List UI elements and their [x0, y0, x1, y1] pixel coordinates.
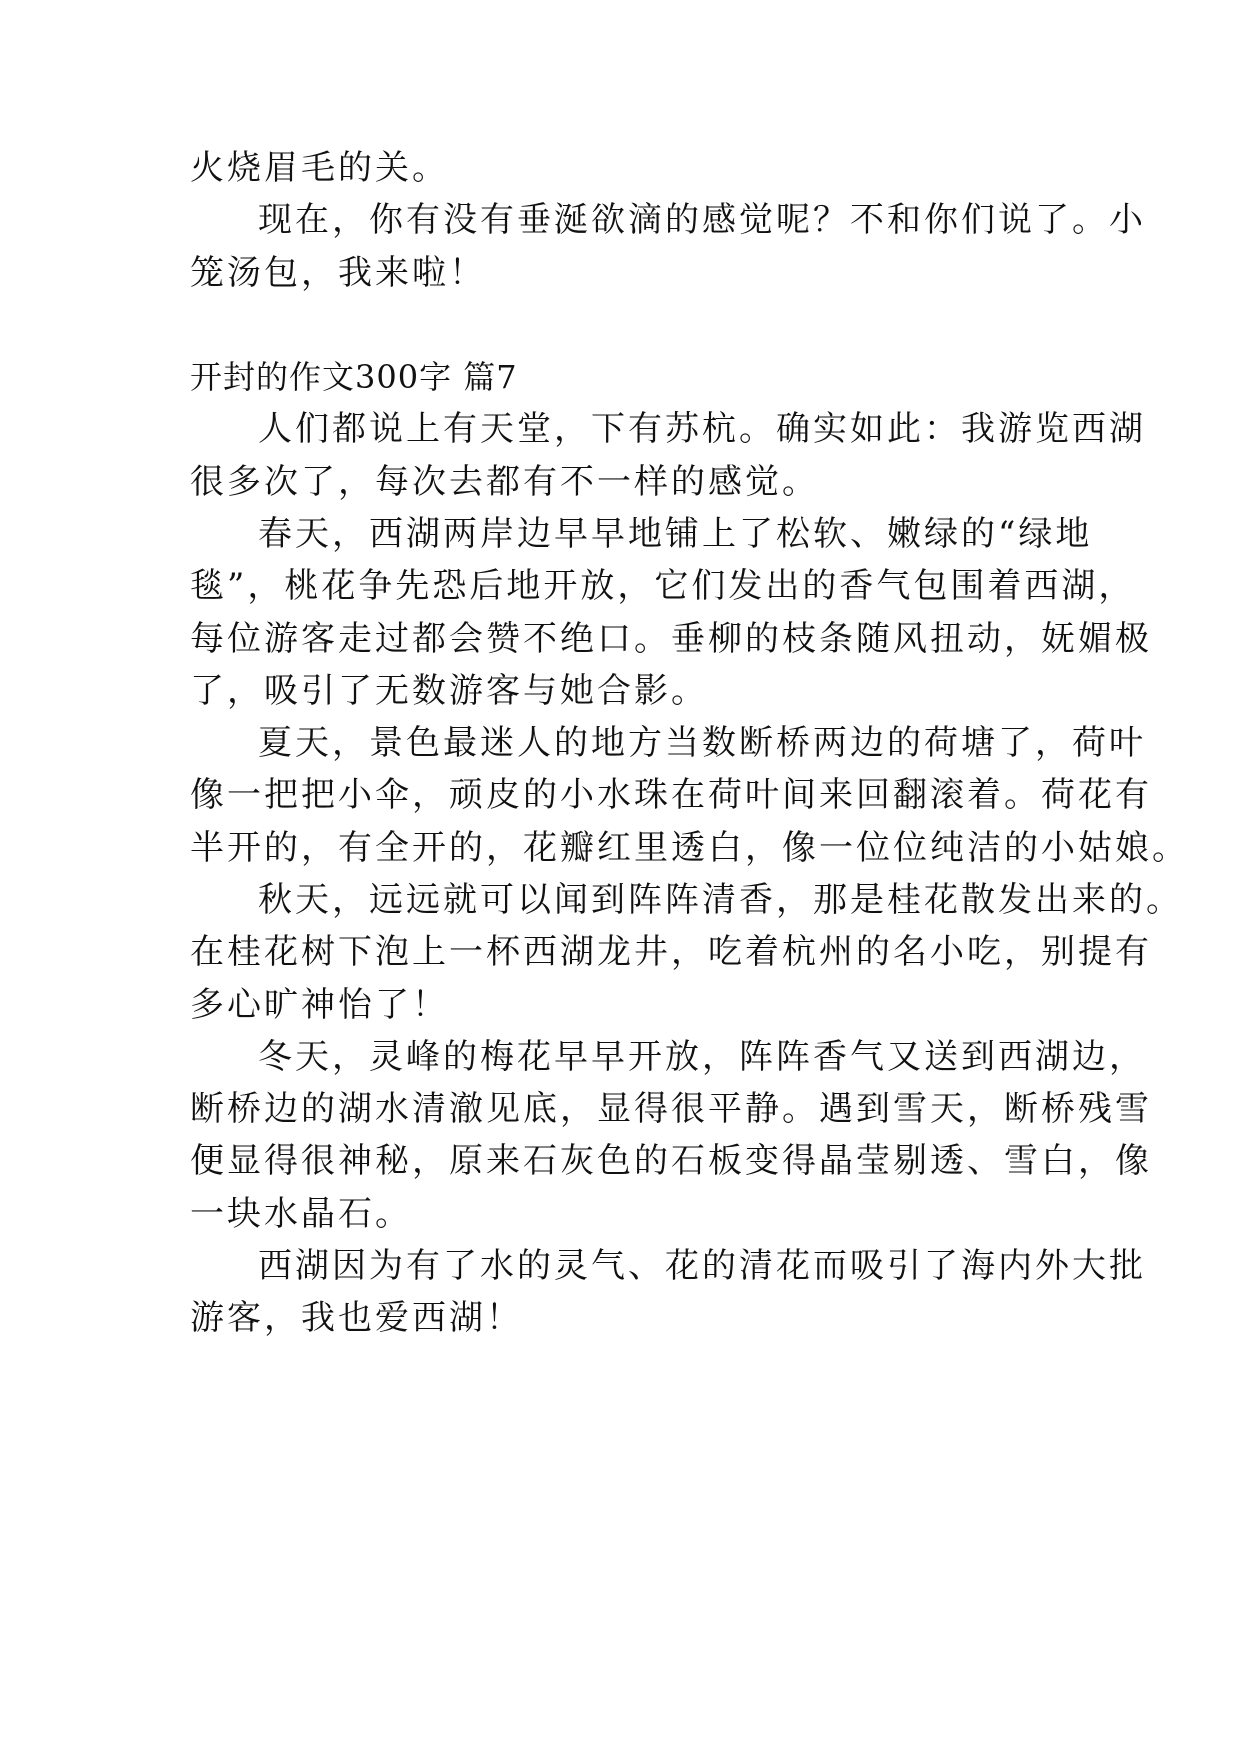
- text-line: 毯”，桃花争先恐后地开放，它们发出的香气包围着西湖，: [190, 566, 1136, 606]
- text-line: 冬天，灵峰的梅花早早开放，阵阵香气又送到西湖边，: [258, 1037, 1146, 1077]
- section-title: 开封的作文300字 篇7: [190, 358, 518, 396]
- text-line: 在桂花树下泡上一杯西湖龙井，吃着杭州的名小吃，别提有: [190, 932, 1152, 972]
- text-line: 一块水晶石。: [190, 1194, 412, 1234]
- text-line: 游客，我也爱西湖！: [190, 1298, 523, 1338]
- text-line: 像一把把小伞，顽皮的小水珠在荷叶间来回翻滚着。荷花有: [190, 775, 1152, 815]
- text-line: 笼汤包，我来啦！: [190, 253, 486, 293]
- text-line: 多心旷神怡了！: [190, 985, 449, 1025]
- text-line: 现在，你有没有垂涎欲滴的感觉呢？不和你们说了。小: [258, 200, 1146, 240]
- text-line: 春天，西湖两岸边早早地铺上了松软、嫩绿的“绿地: [258, 514, 1093, 554]
- text-line: 每位游客走过都会赞不绝口。垂柳的枝条随风扭动，妩媚极: [190, 619, 1152, 659]
- text-line: 西湖因为有了水的灵气、花的清花而吸引了海内外大批: [258, 1246, 1146, 1286]
- text-line: 火烧眉毛的关。: [190, 148, 449, 188]
- text-line: 了，吸引了无数游客与她合影。: [190, 671, 708, 711]
- text-line: 便显得很神秘，原来石灰色的石板变得晶莹剔透、雪白，像: [190, 1141, 1152, 1181]
- text-line: 夏天，景色最迷人的地方当数断桥两边的荷塘了，荷叶: [258, 723, 1146, 763]
- text-line: 断桥边的湖水清澈见底，显得很平静。遇到雪天，断桥残雪: [190, 1089, 1152, 1129]
- text-line: 半开的，有全开的，花瓣红里透白，像一位位纯洁的小姑娘。: [190, 828, 1189, 868]
- text-line: 秋天，远远就可以闻到阵阵清香，那是桂花散发出来的。: [258, 880, 1183, 920]
- text-line: 很多次了，每次去都有不一样的感觉。: [190, 462, 819, 502]
- text-line: 人们都说上有天堂，下有苏杭。确实如此：我游览西湖: [258, 409, 1146, 449]
